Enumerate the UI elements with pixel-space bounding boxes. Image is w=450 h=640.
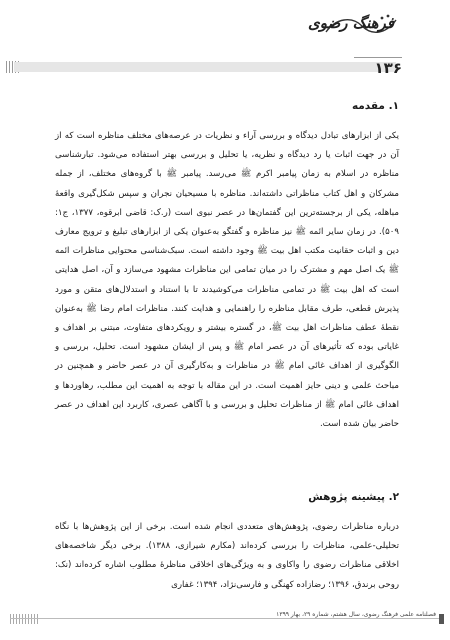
- section-paragraph-literature-review: درباره مناظرات رضوی، پژوهش‌های متعددی انجام شده است. برخی از این پژوهش‌ها با نگاه تحلیلی-علمی، مناظرات را بررسی کرده‌اند (مکارم شیرازی، ۱۳۸۸). برخی دیگر شاخصه‌های اخلاقی مناظرات رضوی را واکاوی و به ویژگی‌های اخلاقی مناظرهٔ مطلوب اشاره کرده‌اند (نک: روحی برندق، ۱۳۹۶؛ رضازاده کهنگی و فارسی‌نژاد، ۱۳۹۴؛ غفاری: [55, 522, 399, 590]
- section-title-introduction: ۱. مقدمه: [351, 100, 399, 112]
- section-title-literature-review: ۲. پیشینه پژوهش: [308, 491, 399, 503]
- section-paragraph-introduction: یکی از ابزارهای تبادل دیدگاه و بررسی آراء و نظریات در عرصه‌های مختلف مناظره است که از آن در جهت اثبات یا رد دیدگاه و نظریه، یا تحلیل و بررسی بهتر استفاده می‌شود. تبارشناسی مناظره در اسلام به زمان پیامبر اکرم ﷺ می‌رسد. پیامبر ﷺ با گروه‌های مختلف، از جمله مشرکان و اهل کتاب مناظراتی داشته‌اند. مناظره با مسیحیان نجران و سپس شکل‌گیری واقعهٔ مباهله، یکی از برجسته‌ترین این گفتمان‌ها در عصر نبوی است (ر.ک: قاضی ابرقوه، ۱۳۷۷، ج۱: ۵۰۹). در زمان سایر ائمه ﷺ نیز مناظره و گفتگو به‌عنوان یکی از ابزارهای تبلیغ و ترویج معارف دین و اثبات حقانیت مکتب اهل بیت ﷺ وجود داشته است. سبک‌شناسی محتوایی مناظرات ائمه ﷺ یک اصل مهم و مشترک را در میان تمامی این مناظرات مشهود می‌سازد و آن، اصل هدایتی است که اهل بیت ﷺ در تمامی مناظرات می‌کوشیدند تا با استناد و استدلال‌های متقن و مورد پذیرش قطعی، طرف مقابل مناظره را راهنمایی و هدایت کنند. مناظرات امام رضا ﷺ به‌عنوان نقطهٔ عطف مناظرات اهل بیت ﷺ، در گستره بیشتر و رویکردهای متفاوت، مبتنی بر اهداف و غایاتی بوده که تأثیرهای آن در عصر امام ﷺ و پس از ایشان مشهود است. تحلیل، بررسی و الگوگیری از اهداف غائی امام ﷺ در مناظرات و به‌کارگیری آن در عصر حاضر و همچنین در مباحث علمی و دینی حایز اهمیت است. در این مقاله با توجه به اهمیت این مطلب، رهاوردها و اهداف غائی امام ﷺ از مناظرات تحلیل و بررسی و با آگاهی عصری، کاربرد این اهداف در عصر حاضر بیان شده است.: [55, 131, 399, 430]
- header-bar: [14, 62, 396, 72]
- footer-journal-info: فصلنامه علمی فرهنگ رضوی، سال هشتم، شماره ۲۹، بهار ۱۳۹۹: [270, 611, 436, 618]
- page-footer: [10, 612, 444, 626]
- footer-rule: [10, 618, 444, 619]
- header-rule: [354, 57, 402, 58]
- page-number: ۱۳۶: [374, 59, 402, 77]
- journal-logo-text: فرهنگ رضوی: [307, 14, 394, 32]
- footer-pattern: [10, 614, 40, 624]
- footer-bar: [439, 614, 444, 624]
